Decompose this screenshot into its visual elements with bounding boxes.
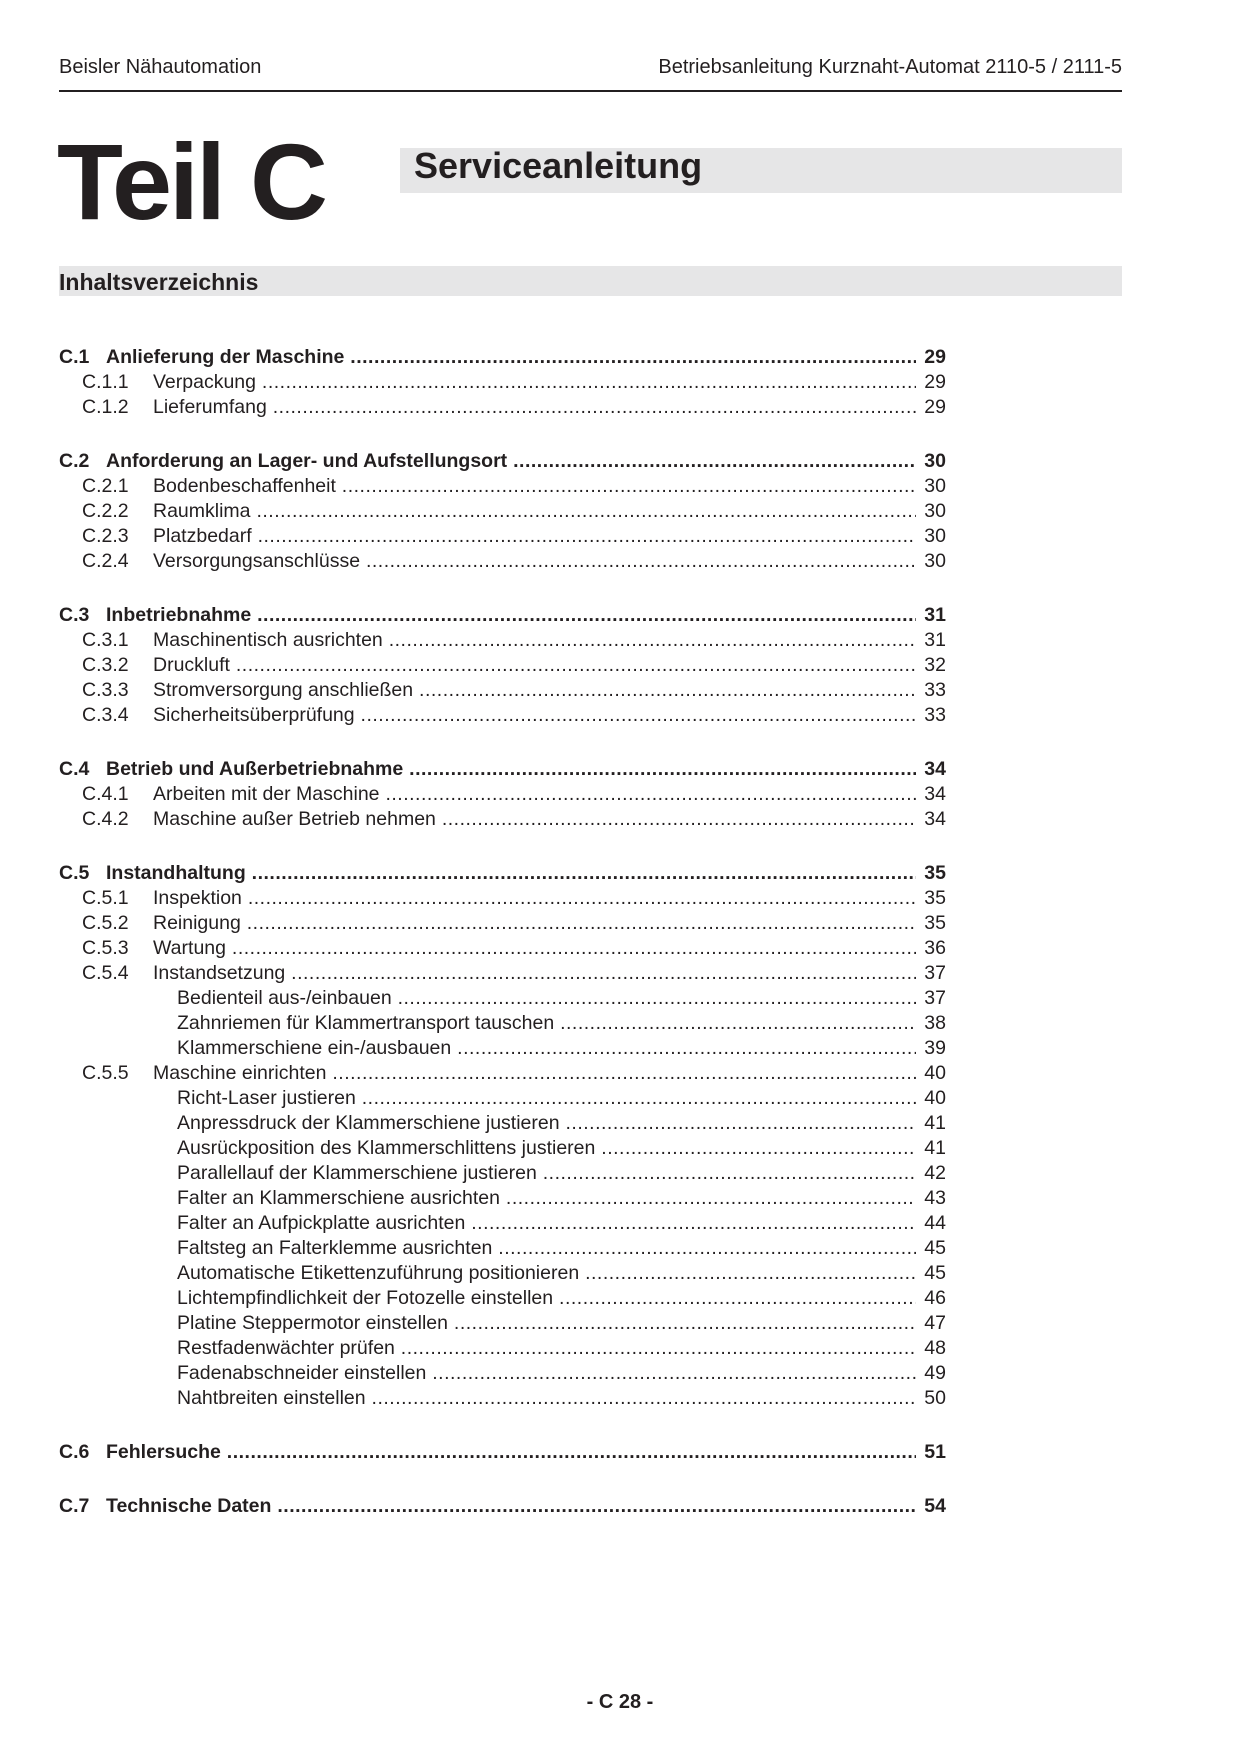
toc-entry-page: 29 <box>916 370 946 395</box>
toc-entry[interactable] <box>59 861 946 886</box>
toc-entry-label <box>59 1036 916 1061</box>
toc-entry-number: C.2.4 <box>82 550 129 572</box>
toc-entry-title: Falter an Aufpickplatte ausrichten <box>177 1212 466 1234</box>
toc-entry-page: 36 <box>916 936 946 961</box>
toc-entry-label <box>59 1336 916 1361</box>
toc-entry-title: Maschine außer Betrieb nehmen <box>153 808 436 830</box>
toc-entry-number: C.3.3 <box>82 679 129 701</box>
toc-entry[interactable] <box>59 549 946 574</box>
toc-entry-label <box>59 628 916 653</box>
toc-entry-label <box>59 961 916 986</box>
toc-entry-page: 31 <box>916 628 946 653</box>
toc-entry-title: Lieferumfang <box>153 396 267 418</box>
toc-entry-title: Verpackung <box>153 371 256 393</box>
toc-entry-title: Inbetriebnahme <box>106 604 252 626</box>
toc-entry-title: Druckluft <box>153 654 230 676</box>
toc-entry-page: 42 <box>916 1161 946 1186</box>
toc-entry[interactable] <box>59 524 946 549</box>
toc-entry-title: Falter an Klammerschiene ausrichten <box>177 1187 500 1209</box>
toc-entry-title: Ausrückposition des Klammerschlittens justieren <box>177 1137 596 1159</box>
document-title: Betriebsanleitung Kurznaht-Automat 2110-5 / 2111-5 <box>658 56 1122 78</box>
toc-entry-label <box>59 449 916 474</box>
toc-entry-page: 30 <box>916 449 946 474</box>
toc-entry[interactable] <box>59 782 946 807</box>
toc-entry-page: 41 <box>916 1111 946 1136</box>
toc-entry-title: Wartung <box>153 937 226 959</box>
toc-entry-title: Maschinentisch ausrichten <box>153 629 383 651</box>
toc-entry[interactable] <box>59 807 946 832</box>
toc-entry-page: 40 <box>916 1086 946 1111</box>
toc-entry-page: 45 <box>916 1261 946 1286</box>
toc-entry-label <box>59 1111 916 1136</box>
toc-entry-page: 34 <box>916 807 946 832</box>
toc-entry-label <box>59 1236 916 1261</box>
toc-heading: Inhaltsverzeichnis <box>59 269 259 295</box>
toc-entry-label <box>59 1311 916 1336</box>
toc-entry-label <box>59 1161 916 1186</box>
toc-entry-number: C.3.2 <box>82 654 129 676</box>
toc-entry-page: 41 <box>916 1136 946 1161</box>
toc-entry-label <box>59 499 916 524</box>
toc-entry-page: 29 <box>916 345 946 370</box>
toc-entry-page: 30 <box>916 474 946 499</box>
toc-entry[interactable] <box>59 757 946 782</box>
toc-entry-label <box>59 345 916 370</box>
toc-entry-title: Versorgungsanschlüsse <box>153 550 361 572</box>
toc-entry[interactable] <box>59 1236 946 1261</box>
toc-entry-title: Nahtbreiten einstellen <box>177 1387 366 1409</box>
toc-entry-number: C.1.2 <box>82 396 129 418</box>
toc-entry-label <box>59 861 916 886</box>
toc-entry-title: Platzbedarf <box>153 525 252 547</box>
toc-entry-title: Zahnriemen für Klammertransport tauschen <box>177 1012 555 1034</box>
toc-entry-title: Bedienteil aus-/einbauen <box>177 987 392 1009</box>
toc-entry-number: C.3.4 <box>82 704 129 726</box>
toc-entry-title: Stromversorgung anschließen <box>153 679 414 701</box>
toc-entry-number: C.5 <box>59 862 90 884</box>
toc-entry-label <box>59 653 916 678</box>
toc-entry-label <box>59 886 916 911</box>
toc-entry-page: 43 <box>916 1186 946 1211</box>
toc-entry-label <box>59 1011 916 1036</box>
toc-entry-title: Lichtempfindlichkeit der Fotozelle einstellen <box>177 1287 554 1309</box>
toc-entry-title: Arbeiten mit der Maschine <box>153 783 380 805</box>
toc-entry-title: Technische Daten <box>106 1495 272 1517</box>
toc-entry-page: 33 <box>916 703 946 728</box>
toc-entry-label <box>59 703 916 728</box>
toc-entry-page: 54 <box>916 1494 946 1519</box>
toc-entry-number: C.7 <box>59 1495 90 1517</box>
toc-entry-page: 32 <box>916 653 946 678</box>
toc-entry-label <box>59 807 916 832</box>
toc-entry[interactable] <box>59 1261 946 1286</box>
toc-entry[interactable] <box>59 1136 946 1161</box>
toc-entry[interactable] <box>59 961 946 986</box>
toc-entry-label <box>59 678 916 703</box>
toc-entry[interactable] <box>59 395 946 420</box>
toc-entry-number: C.2.3 <box>82 525 129 547</box>
toc-entry-label <box>59 603 916 628</box>
toc-entry[interactable] <box>59 1386 946 1411</box>
toc-entry-page: 30 <box>916 549 946 574</box>
toc-entry-label <box>59 524 916 549</box>
toc-entry[interactable] <box>59 911 946 936</box>
toc-entry-title: Richt-Laser justieren <box>177 1087 356 1109</box>
toc-entry-number: C.1 <box>59 346 90 368</box>
toc-entry-page: 44 <box>916 1211 946 1236</box>
toc-entry-page: 30 <box>916 524 946 549</box>
toc-entry-page: 37 <box>916 961 946 986</box>
toc-entry-page: 38 <box>916 1011 946 1036</box>
toc-entry-number: C.4 <box>59 758 90 780</box>
toc-entry-label <box>59 1186 916 1211</box>
toc-entry[interactable] <box>59 1311 946 1336</box>
toc-entry-page: 29 <box>916 395 946 420</box>
toc-entry-title: Automatische Etikettenzuführung positionieren <box>177 1262 580 1284</box>
toc-entry[interactable] <box>59 1336 946 1361</box>
toc-entry-page: 39 <box>916 1036 946 1061</box>
toc-entry[interactable] <box>59 1494 946 1519</box>
toc-entry-label <box>59 1136 916 1161</box>
page-header <box>59 56 1122 92</box>
toc-entry-title: Bodenbeschaffenheit <box>153 475 336 497</box>
toc-entry-page: 33 <box>916 678 946 703</box>
page-number: - C 28 - <box>586 1691 654 1713</box>
toc-entry-title: Instandhaltung <box>106 862 246 884</box>
toc-entry-number: C.5.5 <box>82 1062 129 1084</box>
toc-entry[interactable] <box>59 1161 946 1186</box>
toc-entry-page: 47 <box>916 1311 946 1336</box>
toc-entry-label <box>59 782 916 807</box>
toc-entry-label <box>59 936 916 961</box>
toc-entry-page: 51 <box>916 1440 946 1465</box>
toc-entry[interactable] <box>59 1061 946 1086</box>
toc-entry-title: Raumklima <box>153 500 251 522</box>
toc-entry[interactable] <box>59 1286 946 1311</box>
toc-entry[interactable] <box>59 499 946 524</box>
toc-entry-title: Reinigung <box>153 912 241 934</box>
toc-entry[interactable] <box>59 345 946 370</box>
table-of-contents <box>59 345 946 1519</box>
toc-entry-number: C.3 <box>59 604 90 626</box>
toc-entry-page: 31 <box>916 603 946 628</box>
part-title: Serviceanleitung <box>414 145 703 186</box>
toc-entry[interactable] <box>59 449 946 474</box>
toc-entry-label <box>59 1261 916 1286</box>
toc-entry-label <box>59 1386 916 1411</box>
toc-entry-label <box>59 1361 916 1386</box>
toc-entry-page: 50 <box>916 1386 946 1411</box>
toc-entry-number: C.2.1 <box>82 475 129 497</box>
toc-entry-title: Anforderung an Lager- und Aufstellungsort <box>106 450 508 472</box>
toc-entry-title: Restfadenwächter prüfen <box>177 1337 395 1359</box>
toc-entry[interactable] <box>59 1211 946 1236</box>
toc-entry-title: Parallellauf der Klammerschiene justieren <box>177 1162 537 1184</box>
part-label: Teil C <box>57 121 326 242</box>
toc-entry-number: C.5.4 <box>82 962 129 984</box>
toc-entry-label <box>59 1061 916 1086</box>
toc-entry-label <box>59 1086 916 1111</box>
toc-entry-title: Inspektion <box>153 887 242 909</box>
toc-entry-label <box>59 549 916 574</box>
toc-entry-title: Anpressdruck der Klammerschiene justieren <box>177 1112 560 1134</box>
toc-entry[interactable] <box>59 653 946 678</box>
toc-entry-number: C.4.2 <box>82 808 129 830</box>
toc-entry-label <box>59 395 916 420</box>
toc-entry[interactable] <box>59 986 946 1011</box>
toc-entry-title: Fadenabschneider einstellen <box>177 1362 427 1384</box>
toc-entry-number: C.6 <box>59 1441 90 1463</box>
toc-entry-page: 45 <box>916 1236 946 1261</box>
toc-entry-page: 48 <box>916 1336 946 1361</box>
toc-entry-label <box>59 370 916 395</box>
toc-entry-title: Betrieb und Außerbetriebnahme <box>106 758 404 780</box>
toc-entry[interactable] <box>59 474 946 499</box>
toc-entry-number: C.5.3 <box>82 937 129 959</box>
toc-entry-page: 34 <box>916 757 946 782</box>
toc-entry-label <box>59 1440 916 1465</box>
toc-entry-page: 34 <box>916 782 946 807</box>
toc-entry-page: 40 <box>916 1061 946 1086</box>
toc-entry-label <box>59 986 916 1011</box>
toc-entry-title: Maschine einrichten <box>153 1062 327 1084</box>
toc-entry-number: C.5.1 <box>82 887 129 909</box>
toc-entry[interactable] <box>59 1186 946 1211</box>
toc-entry-label <box>59 757 916 782</box>
toc-entry-title: Klammerschiene ein-/ausbauen <box>177 1037 452 1059</box>
toc-entry[interactable] <box>59 886 946 911</box>
toc-entry-number: C.3.1 <box>82 629 129 651</box>
toc-entry-title: Instandsetzung <box>153 962 286 984</box>
toc-entry-label <box>59 1494 916 1519</box>
toc-entry[interactable] <box>59 1011 946 1036</box>
toc-entry-number: C.4.1 <box>82 783 129 805</box>
toc-entry-label <box>59 1211 916 1236</box>
toc-entry-number: C.5.2 <box>82 912 129 934</box>
toc-entry[interactable] <box>59 628 946 653</box>
toc-entry-page: 49 <box>916 1361 946 1386</box>
toc-entry[interactable] <box>59 1361 946 1386</box>
toc-entry-number: C.2.2 <box>82 500 129 522</box>
toc-entry-title: Faltsteg an Falterklemme ausrichten <box>177 1237 493 1259</box>
toc-entry[interactable] <box>59 1036 946 1061</box>
toc-entry-label <box>59 1286 916 1311</box>
toc-entry[interactable] <box>59 1111 946 1136</box>
toc-entry-title: Anlieferung der Maschine <box>106 346 345 368</box>
toc-entry-page: 35 <box>916 861 946 886</box>
toc-entry[interactable] <box>59 936 946 961</box>
toc-entry-number: C.1.1 <box>82 371 129 393</box>
toc-entry-page: 35 <box>916 911 946 936</box>
toc-entry[interactable] <box>59 603 946 628</box>
publisher-name: Beisler Nähautomation <box>59 56 262 78</box>
toc-entry-label <box>59 911 916 936</box>
toc-entry[interactable] <box>59 678 946 703</box>
toc-entry[interactable] <box>59 370 946 395</box>
toc-entry[interactable] <box>59 1086 946 1111</box>
toc-entry-page: 37 <box>916 986 946 1011</box>
toc-entry-page: 46 <box>916 1286 946 1311</box>
toc-entry-page: 30 <box>916 499 946 524</box>
toc-entry-page: 35 <box>916 886 946 911</box>
toc-entry-title: Platine Steppermotor einstellen <box>177 1312 448 1334</box>
toc-entry[interactable] <box>59 1440 946 1465</box>
toc-entry[interactable] <box>59 703 946 728</box>
toc-entry-title: Fehlersuche <box>106 1441 221 1463</box>
toc-entry-label <box>59 474 916 499</box>
toc-entry-title: Sicherheitsüberprüfung <box>153 704 355 726</box>
toc-entry-number: C.2 <box>59 450 90 472</box>
